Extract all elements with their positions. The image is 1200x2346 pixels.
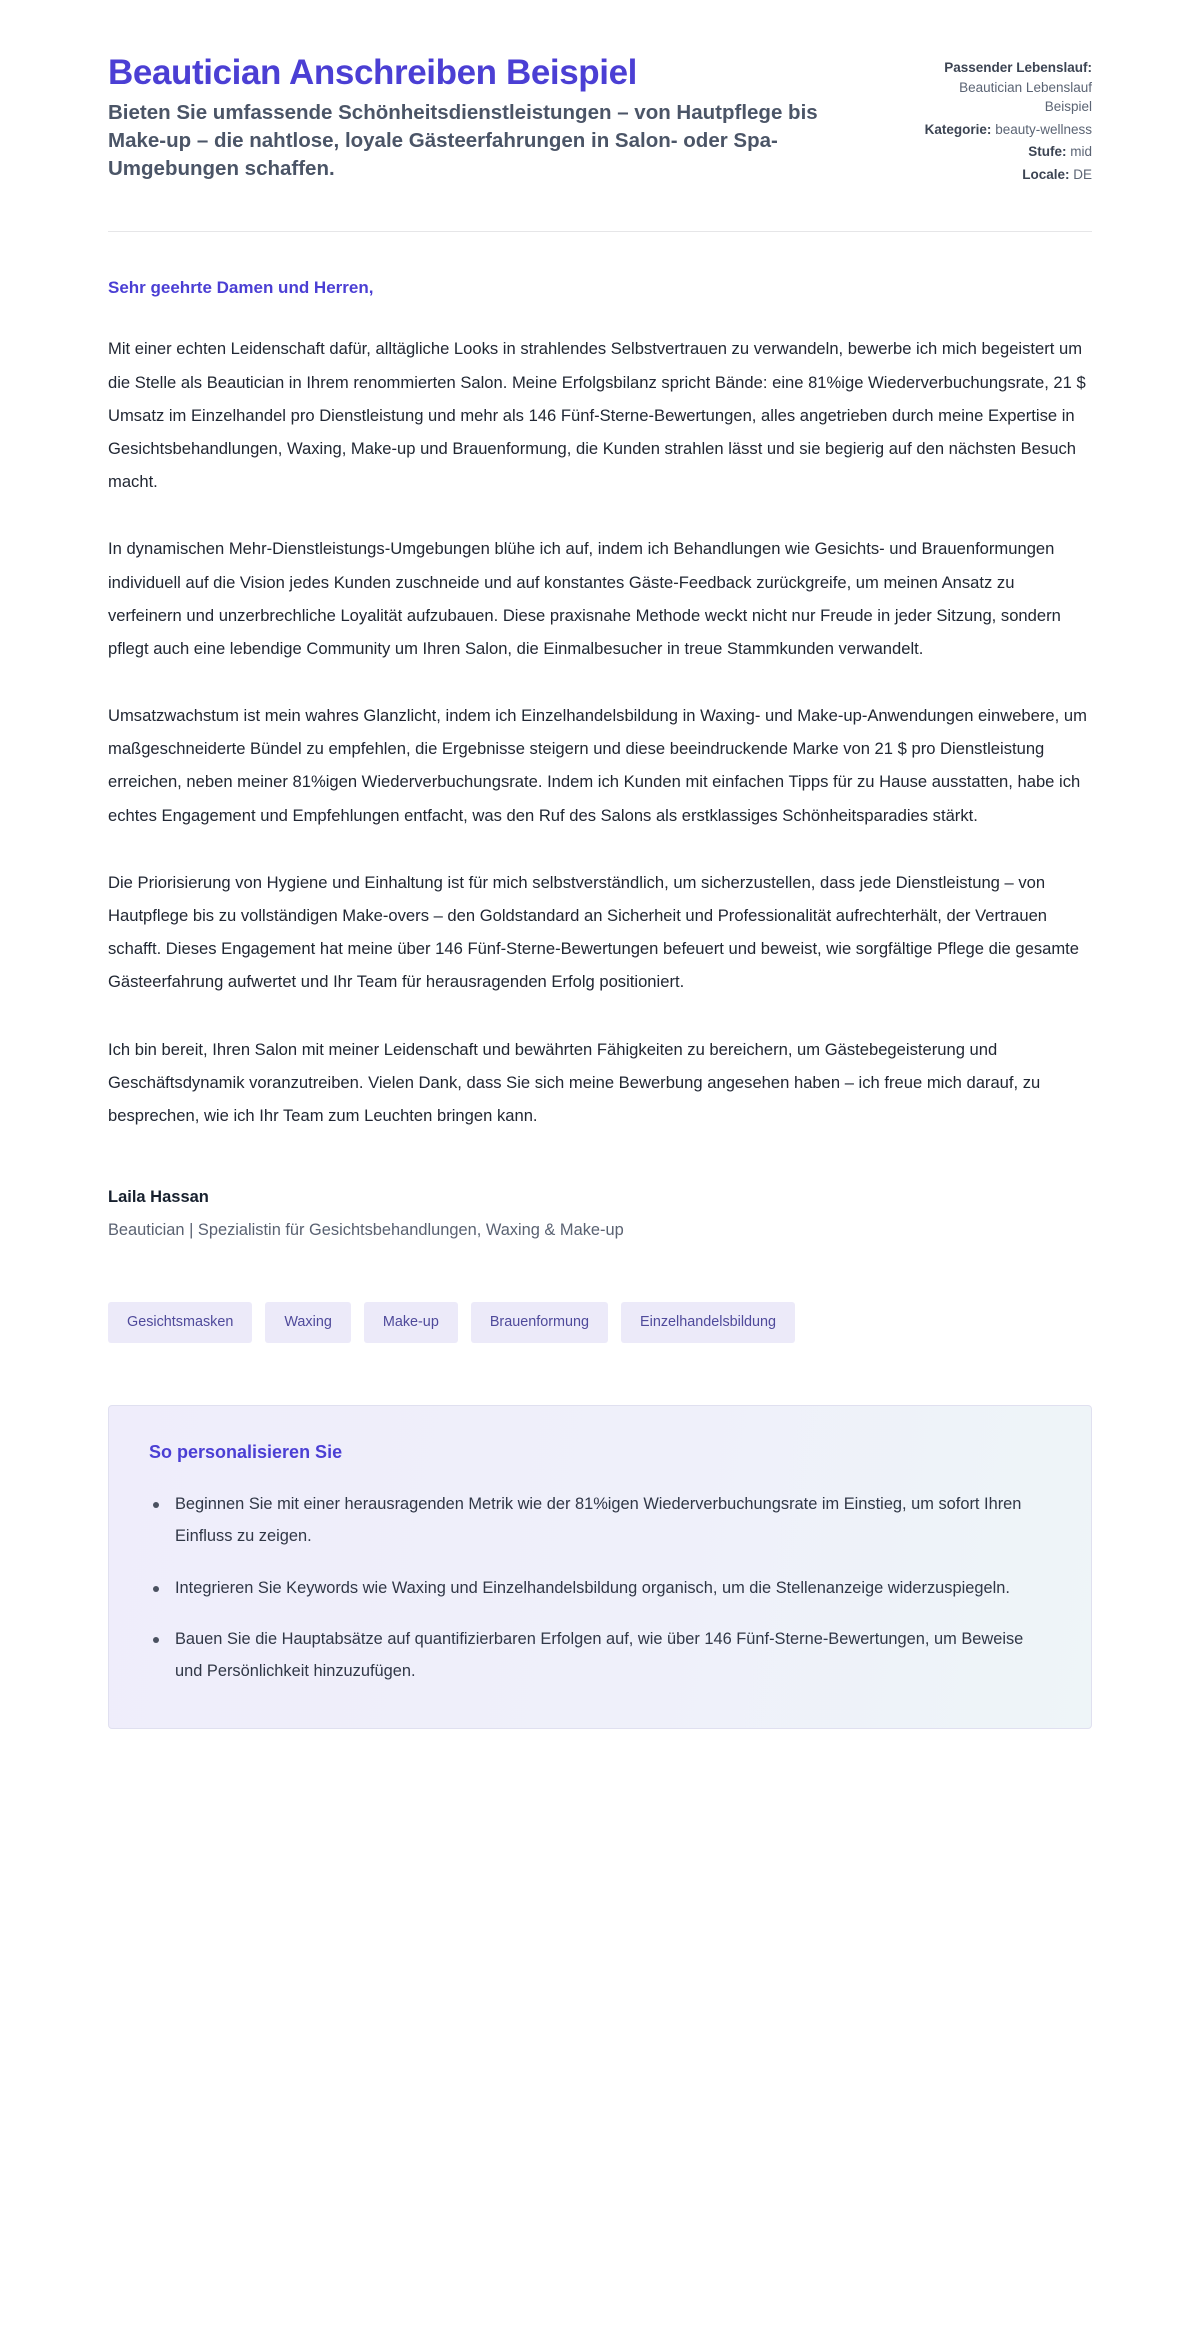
- meta-category-label: Kategorie:: [924, 121, 992, 137]
- skill-tag[interactable]: Einzelhandelsbildung: [621, 1302, 795, 1342]
- meta-level-label: Stufe:: [1028, 144, 1067, 160]
- meta-matching-resume-label: Passender Lebenslauf:: [944, 60, 1092, 75]
- header-text-block: [108, 52, 868, 183]
- page-header: [108, 0, 1092, 187]
- page-subtitle: Bieten Sie umfassende Schönheitsdienstleistungen – von Hautpflege bis Make-up – die nahtlose, loyale Gästeerfahrungen in Salon- oder Spa-Umgebungen schaffen.: [108, 101, 818, 181]
- skill-tag[interactable]: Brauenformung: [471, 1302, 608, 1342]
- meta-locale: [917, 165, 1092, 185]
- letter-paragraph: In dynamischen Mehr-Dienstleistungs-Umgebungen blühe ich auf, indem ich Behandlungen wie Gesichts- und Brauenformungen individuell auf die Vision jedes Kunden zuschneide und auf konstantes Gäste-Feedback zurückgreife, um meinen Ansatz zu verfeinern und unzerbrechliche Loyalität aufzubauen. Diese praxisnahe Methode weckt nicht nur Freude in jeder Sitzung, sondern pflegt auch eine lebendige Community um Ihren Salon, die Einmalbesucher in treue Stammkunden verwandelt.: [108, 539, 1061, 658]
- meta-locale-value: DE: [1073, 166, 1092, 182]
- meta-matching-resume: [917, 58, 1092, 117]
- callout-list: [149, 1489, 1051, 1689]
- meta-category: [917, 120, 1092, 140]
- callout-list-item: Beginnen Sie mit einer herausragenden Metrik wie der 81%igen Wiederverbuchungsrate im Einstieg, um sofort Ihren Einfluss zu zeigen.: [149, 1489, 1051, 1553]
- meta-level: [917, 142, 1092, 162]
- letter-paragraph: Umsatzwachstum ist mein wahres Glanzlicht, indem ich Einzelhandelsbildung in Waxing- und Make-up-Anwendungen einwebere, um maßgeschneiderte Bündel zu empfehlen, die Ergebnisse steigern und diese beeindruckende Marke von 21 $ pro Dienstleistung erreichen, neben meiner 81%igen Wiederverbuchungsrate. Indem ich Kunden mit einfachen Tipps für zu Hause ausstatten, habe ich echtes Engagement und Empfehlungen entfacht, was den Ruf des Salons als erstklassiges Schönheitsparadies stärkt.: [108, 706, 1087, 825]
- letter-body: [108, 232, 1092, 1729]
- skill-tag[interactable]: Gesichtsmasken: [108, 1302, 252, 1342]
- callout-title: So personalisieren Sie: [149, 1441, 343, 1462]
- letter-paragraph: Die Priorisierung von Hygiene und Einhaltung ist für mich selbstverständlich, um sicherzustellen, dass jede Dienstleistung – von Hautpflege bis zu vollständigen Make-overs – den Goldstandard an Sicherheit und Professionalität aufrechterhält, der Vertrauen schafft. Dieses Engagement hat meine über 146 Fünf-Sterne-Bewertungen befeuert und beweist, wie sorgfältige Pflege die gesamte Gästeerfahrung aufwertet und Ihr Team für herausragenden Erfolg positioniert.: [108, 872, 1080, 992]
- signature-role: Beautician | Spezialistin für Gesichtsbehandlungen, Waxing & Make-up: [108, 1221, 624, 1240]
- letter-paragraph: Mit einer echten Leidenschaft dafür, alltägliche Looks in strahlendes Selbstvertrauen zu verwandeln, bewerbe ich mich begeistert um die Stelle als Beautician in Ihrem renommierten Salon. Meine Erfolgsbilanz spricht Bände: eine 81%ige Wiederverbuchungsrate, 21 $ Umsatz im Einzelhandel pro Dienstleistung und mehr als 146 Fünf-Sterne-Bewertungen, alles angetrieben durch meine Expertise in Gesichtsbehandlungen, Waxing, Make-up und Brauenformung, die Kunden strahlen lässt und sie begierig auf den nächsten Besuch macht.: [108, 339, 1086, 492]
- meta-locale-label: Locale:: [1022, 166, 1070, 182]
- document-meta-panel: [917, 52, 1092, 187]
- signature-block: [108, 1188, 1092, 1240]
- letter-paragraph: Ich bin bereit, Ihren Salon mit meiner Leidenschaft und bewährten Fähigkeiten zu bereichern, um Gästebegeisterung und Geschäftsdynamik voranzutreiben. Vielen Dank, dass Sie sich meine Bewerbung angesehen haben – ich freue mich darauf, zu besprechen, wie ich Ihr Team zum Leuchten bringen kann.: [108, 1039, 1041, 1125]
- skill-tag[interactable]: Make-up: [364, 1302, 458, 1342]
- signature-name: Laila Hassan: [108, 1188, 209, 1207]
- page-title: Beautician Anschreiben Beispiel: [108, 53, 637, 92]
- meta-category-value: beauty-wellness: [995, 121, 1092, 137]
- letter-salutation: Sehr geehrte Damen und Herren,: [108, 278, 374, 298]
- personalization-callout: [108, 1405, 1092, 1730]
- callout-list-item: Bauen Sie die Hauptabsätze auf quantifizierbaren Erfolgen auf, wie über 146 Fünf-Sterne-Bewertungen, um Beweise und Persönlichkeit hinzuzufügen.: [149, 1624, 1051, 1688]
- meta-level-value: mid: [1070, 144, 1092, 160]
- skill-tag-list: [108, 1302, 1092, 1342]
- skill-tag[interactable]: Waxing: [265, 1302, 350, 1342]
- callout-list-item: Integrieren Sie Keywords wie Waxing und Einzelhandelsbildung organisch, um die Stellenanzeige widerzuspiegeln.: [149, 1573, 1051, 1605]
- meta-matching-resume-value: Beautician Lebenslauf Beispiel: [959, 79, 1092, 115]
